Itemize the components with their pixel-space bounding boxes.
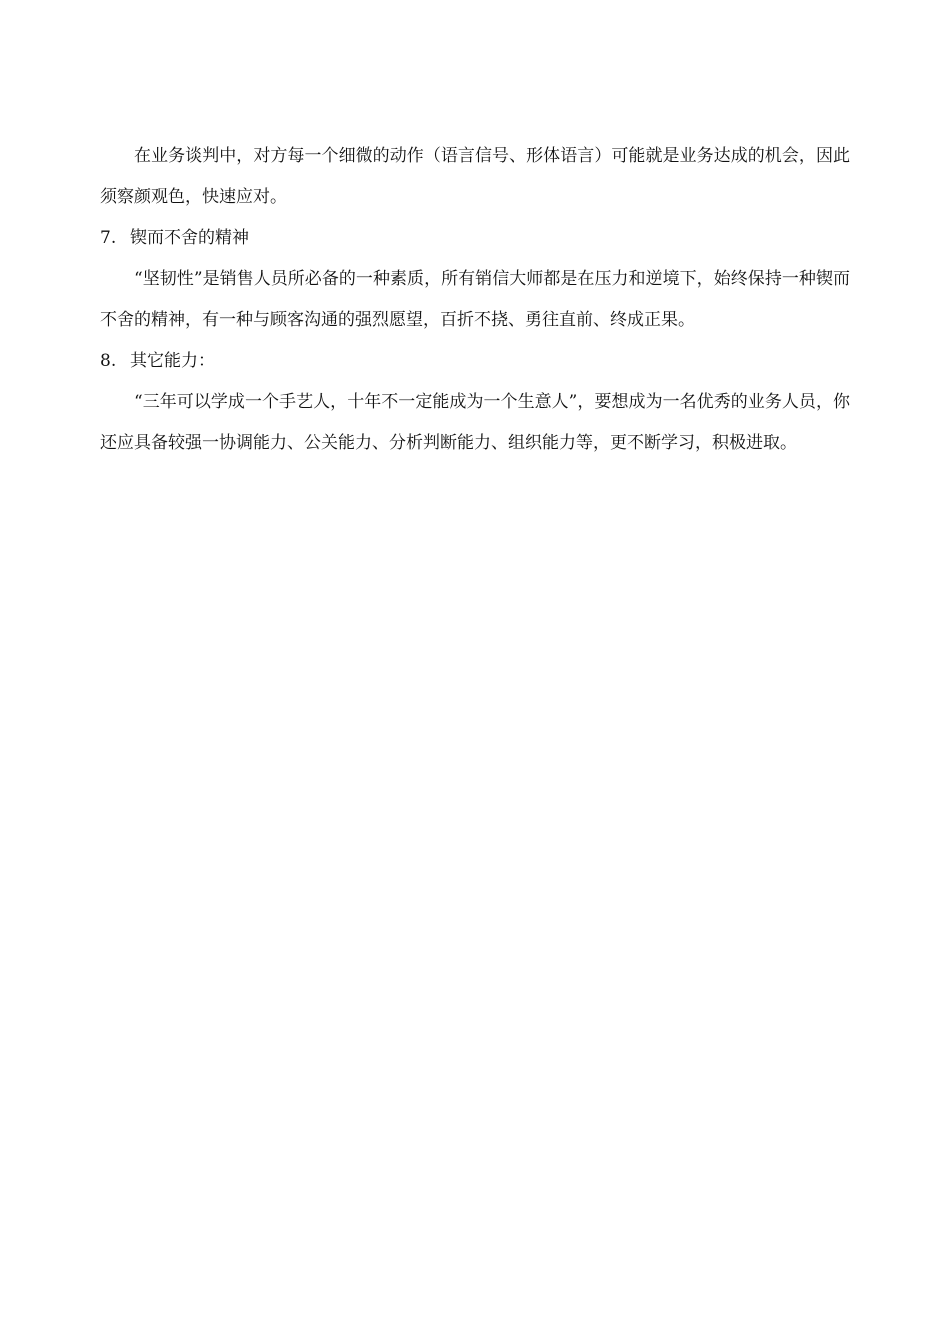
heading-8-title: 其它能力： (130, 351, 215, 371)
heading-7-number: 7. (100, 228, 117, 248)
paragraph-negotiation: 在业务谈判中，对方每一个细微的动作（语言信号、形体语言）可能就是业务达成的机会，因此须察颜观色，快速应对。 (100, 146, 850, 207)
document-body (100, 136, 850, 464)
paragraph-persistence: “坚韧性”是销售人员所必备的一种素质，所有销信大师都是在压力和逆境下，始终保持一种锲而不舍的精神，有一种与顾客沟通的强烈愿望，百折不挠、勇往直前、终成正果。 (100, 269, 850, 330)
heading-8-number: 8. (100, 351, 117, 371)
heading-8 (100, 341, 850, 382)
heading-7 (100, 218, 850, 259)
paragraph-other-abilities: “三年可以学成一个手艺人，十年不一定能成为一个生意人”，要想成为一名优秀的业务人员，你还应具备较强一协调能力、公关能力、分析判断能力、组织能力等，更不断学习，积极进取。 (100, 392, 850, 453)
heading-7-title: 锲而不舍的精神 (130, 228, 249, 248)
